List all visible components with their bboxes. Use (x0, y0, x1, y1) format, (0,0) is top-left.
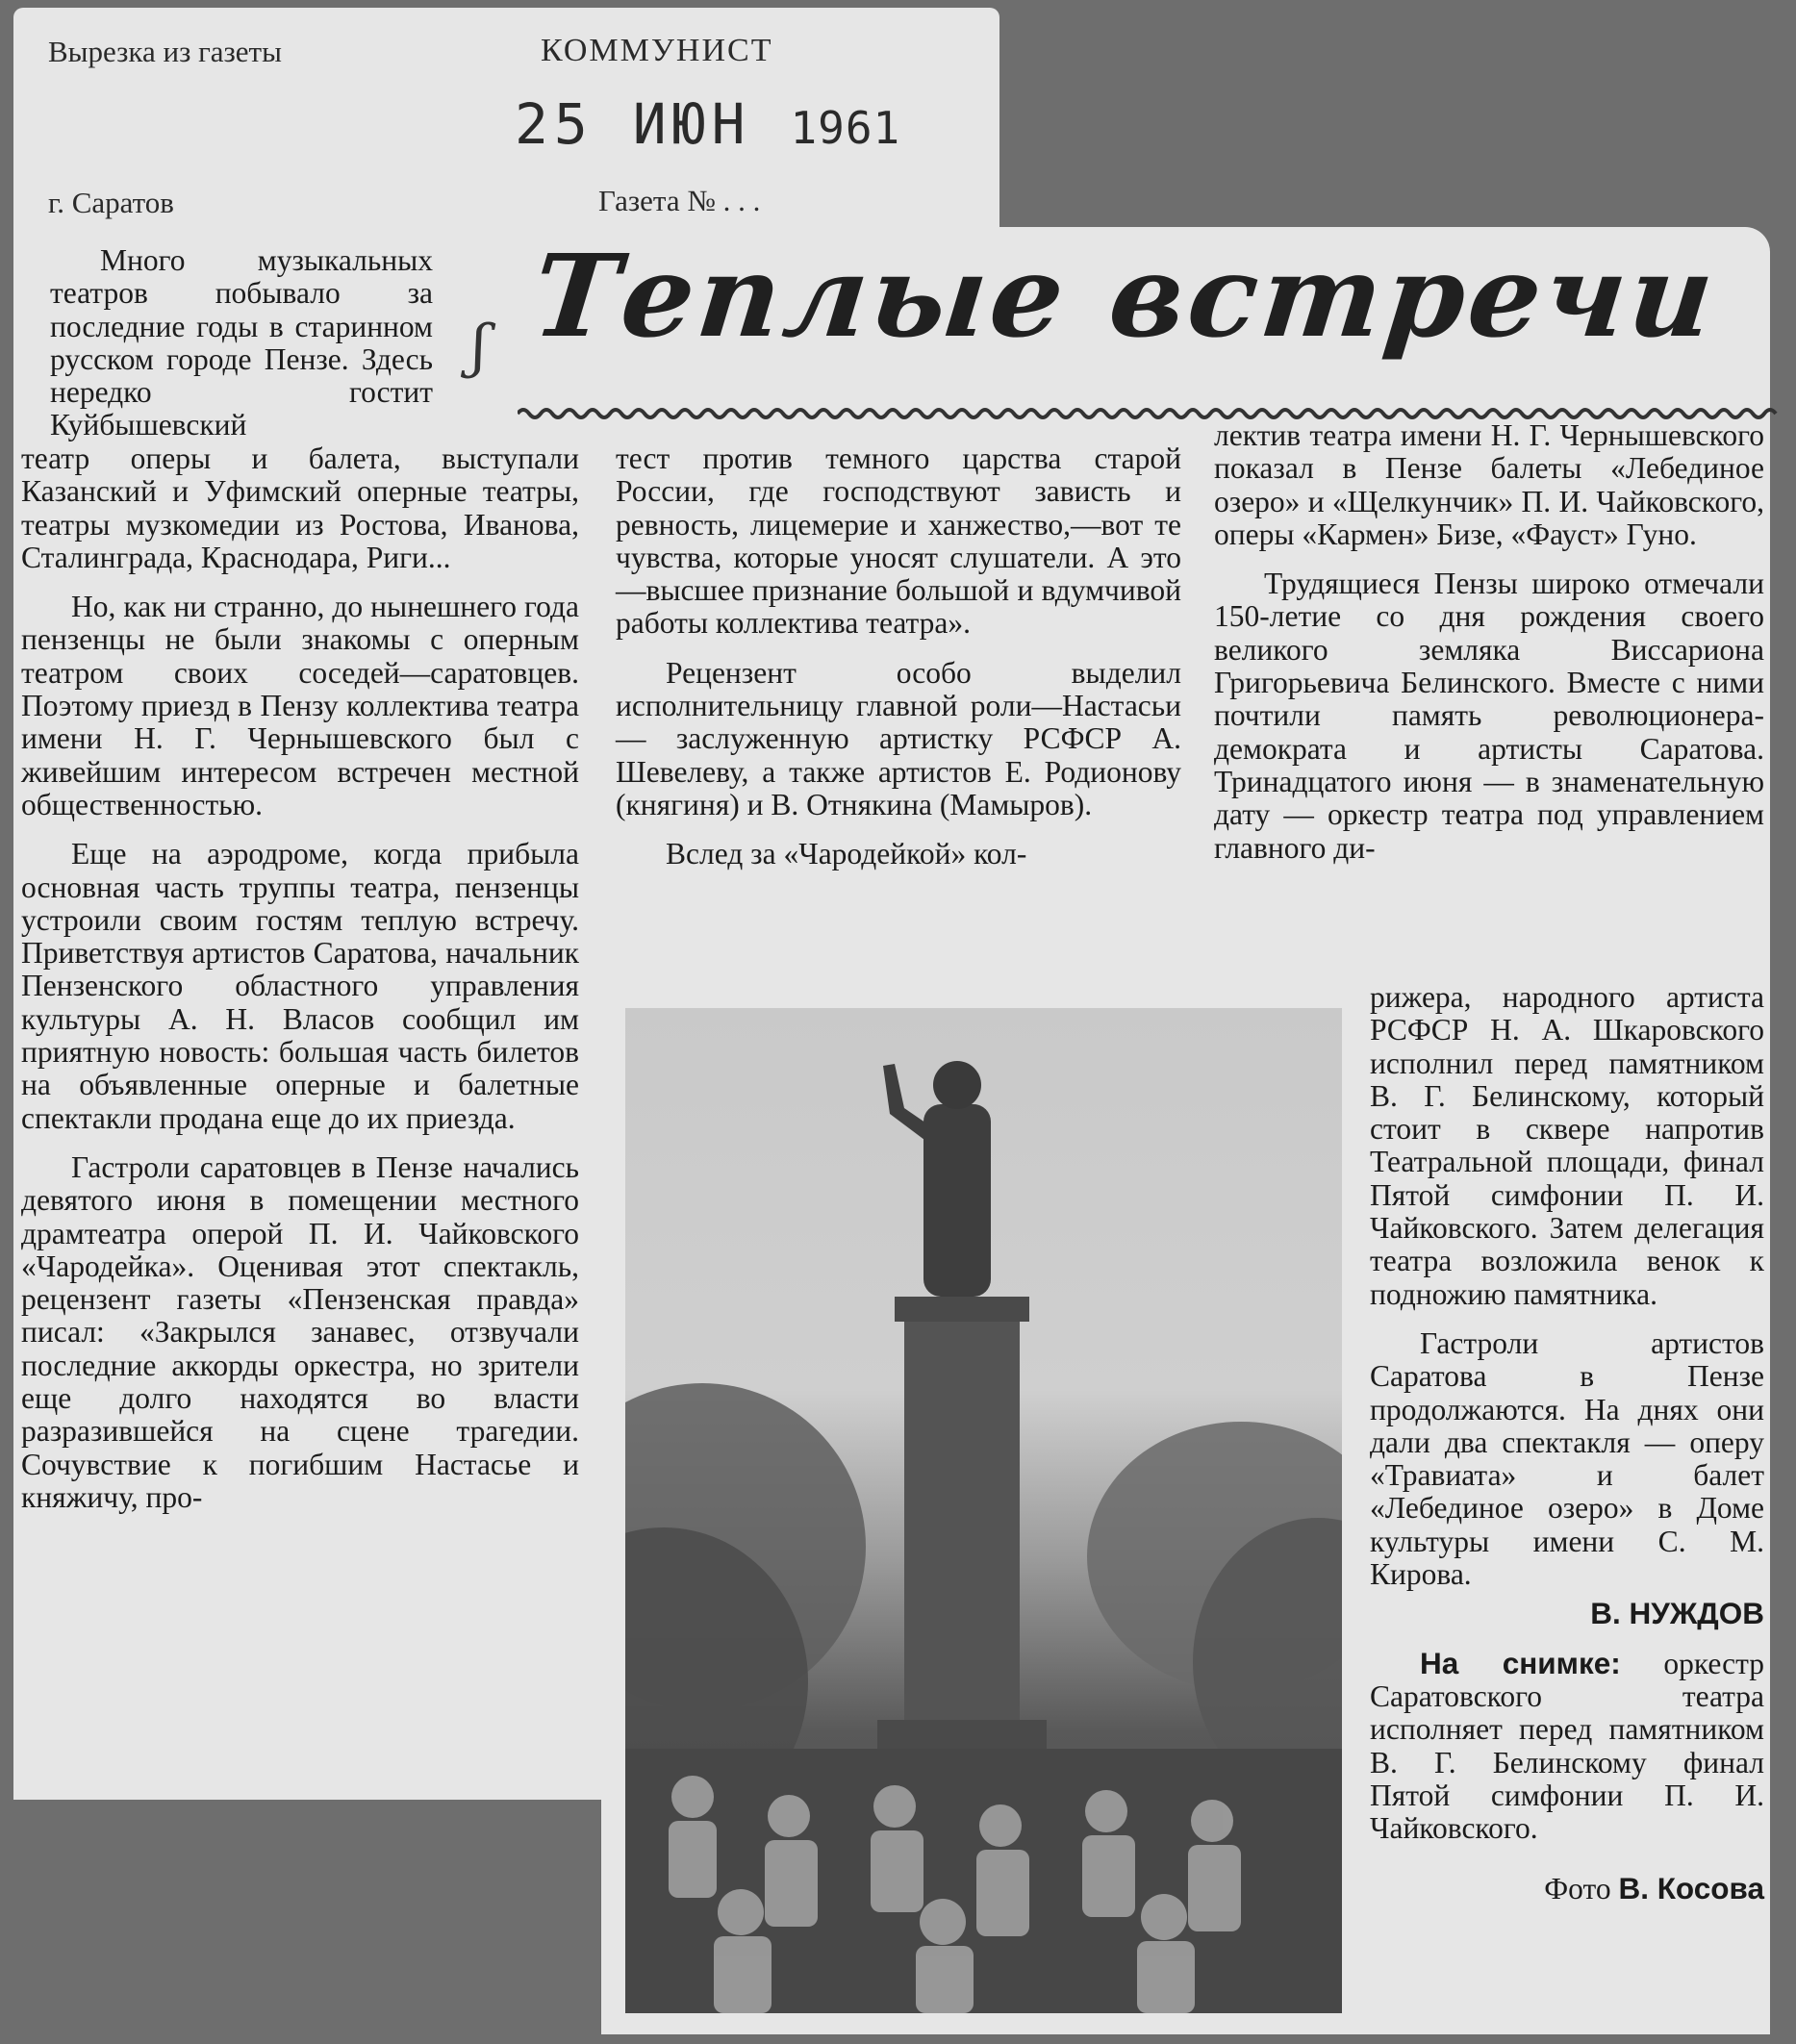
monument-pedestal (904, 1314, 1020, 1728)
article-column-1-intro (50, 244, 433, 442)
statue-body (923, 1104, 991, 1297)
newspaper-name: КОММУНИСТ (541, 33, 773, 68)
statue-arm (883, 1064, 935, 1143)
paragraph: Еще на аэродроме, когда прибыла основная часть труппы театра, пензенцы устроили своим гостям теплую встречу. Приветствуя артистов Саратова, начальник Пензенского областного управления культуры А. Н. Власов сообщил им приятную новость: большая часть билетов на объявленные оперные и балетные спектакли продана еще до их приезда. (21, 837, 579, 1135)
article-column-1 (21, 442, 579, 1514)
article-column-3 (1214, 419, 1764, 865)
paragraph: Гастроли артистов Саратова в Пензе продолжаются. На днях они дали два спектакля — оперу «Травиата» и балет «Лебединое озеро» в Доме культуры имени С. М. Кирова. (1370, 1325, 1764, 1592)
wavy-rule-line (518, 410, 1776, 417)
article-column-3-continued (1370, 981, 1764, 1906)
photo-credit (1370, 1872, 1764, 1905)
paragraph: рижера, народного артиста РСФСР Н. А. Шкаровского исполнил перед памятником В. Г. Белинскому, который стоит в сквере напротив Театральной площади, финал Пятой симфонии П. И. Чайковского. Затем делегация театра возложила венок к подножию памятника. (1370, 980, 1764, 1311)
author-signature: В. НУЖДОВ (1590, 1596, 1764, 1631)
paragraph: Рецензент особо выделил исполнительницу главной роли—Настасьи — заслуженную артистку РСФСР А. Шевелеву, а также артистов Е. Родионову (княгиня) и В. Отнякина (Мамыров). (616, 655, 1181, 821)
paragraph: тест против темного царства старой России, где господствуют зависть и ревность, лицемерие и ханжество,—вот те чувства, которые уносят слушатели. А это—высшее признание большой и вдумчивой работы коллектива театра». (616, 442, 1181, 641)
article-headline: Теплые встречи (526, 229, 1724, 363)
paragraph: Много музыкальных театров побывало за последние годы в старинном русском городе Пензе. Здесь нередко гостит Куйбышевский (50, 243, 433, 442)
monument-pedestal-top (895, 1297, 1029, 1322)
date-year: 1961 (790, 102, 901, 154)
city-label: г. Саратов (48, 186, 174, 219)
issue-number-label: Газета № . . . (598, 184, 761, 217)
paragraph: Но, как ни странно, до нынешнего года пензенцы не были знакомы с оперным театром своих соседей—саратовцев. Поэтому приезд в Пензу коллектива театра имени Н. Г. Чернышевского был с живейшим интересом встречен местной общественностью. (21, 590, 579, 821)
paragraph: Гастроли саратовцев в Пензе начались девятого июня в помещении местного драмтеатра оперой П. И. Чайковского «Чародейка». Оценивая этот спектакль, рецензент газеты «Пензенская правда» писал: «Закрылся занавес, отзвучали последние аккорды оркестра, но зрители еще долго находятся во власти разразившейся на сцене трагедии. Сочувствие к погибшим Настасье и княжичу, про- (21, 1149, 579, 1514)
date-day: 25 ИЮН (515, 91, 751, 157)
caption-text: оркестр Саратовского театра исполняет перед памятником В. Г. Белинскому финал Пятой симфонии П. И. Чайковского. (1370, 1646, 1764, 1846)
paragraph: Трудящиеся Пензы широко отмечали 150-летие со дня рождения своего великого земляка Виссариона Григорьевича Белинского. Вместе с ними почтили память революционера-демократа и артисты Саратова. Тринадцатого июня — в знаменательную дату — оркестр театра под управлением главного ди- (1214, 567, 1764, 865)
photo-caption (1370, 1647, 1764, 1846)
clipping-source-label: Вырезка из газеты (48, 35, 282, 68)
paragraph: театр оперы и балета, выступали Казанский и Уфимский оперные театры, театры музкомедии из Ростова, Иванова, Сталинграда, Краснодара, Риги... (21, 442, 579, 574)
photo-credit-label: Фото (1544, 1872, 1611, 1906)
paragraph: Вслед за «Чародейкой» кол- (666, 837, 1027, 871)
date-stamp (515, 91, 900, 157)
caption-head: На снимке: (1420, 1645, 1621, 1680)
article-column-2 (616, 442, 1181, 871)
paragraph: лектив театра имени Н. Г. Чернышевского показал в Пензе балеты «Лебединое озеро» и «Щелкунчик» П. И. Чайковского, оперы «Кармен» Бизе, «Фауст» Гуно. (1214, 418, 1764, 551)
photo-credit-name: В. Косова (1618, 1871, 1764, 1906)
article-photo (625, 1008, 1342, 2013)
pencil-mark: ʃ (471, 313, 488, 380)
statue-head (933, 1061, 981, 1109)
